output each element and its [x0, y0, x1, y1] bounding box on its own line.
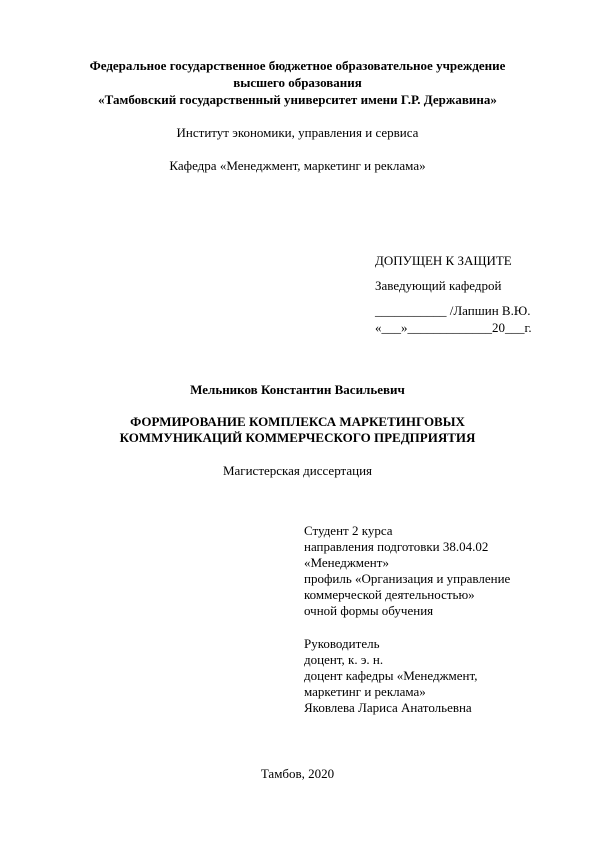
thesis-title-line-1: ФОРМИРОВАНИЕ КОМПЛЕКСА МАРКЕТИНГОВЫХ — [130, 414, 465, 429]
student-line: направления подготовки 38.04.02 — [304, 539, 489, 554]
approval-date: «___»_____________20___г. — [375, 320, 532, 335]
supervisor-line: Яковлева Лариса Анатольевна — [304, 700, 472, 715]
thesis-title-line-2: КОММУНИКАЦИЙ КОММЕРЧЕСКОГО ПРЕДПРИЯТИЯ — [119, 430, 476, 445]
header-line-1: Федеральное государственное бюджетное образовательное учреждение — [89, 58, 506, 73]
supervisor-info — [304, 636, 477, 716]
supervisor-line: маркетинг и реклама» — [304, 684, 426, 699]
student-line: профиль «Организация и управление — [304, 571, 511, 586]
header-line-3: «Тамбовский государственный университет имени Г.Р. Державина» — [98, 92, 497, 107]
student-line: коммерческой деятельностью» — [304, 587, 475, 602]
thesis-type: Магистерская диссертация — [222, 463, 373, 478]
supervisor-line: Руководитель — [304, 636, 380, 651]
supervisor-line: доцент, к. э. н. — [304, 652, 384, 667]
institute-name: Институт экономики, управления и сервиса — [176, 125, 419, 140]
student-line: «Менеджмент» — [304, 555, 389, 570]
approval-title: ДОПУЩЕН К ЗАЩИТЕ — [375, 253, 512, 268]
approval-block — [375, 252, 532, 336]
student-info — [304, 523, 510, 619]
city-year: Тамбов, 2020 — [260, 766, 335, 781]
approval-signature: ___________ /Лапшин В.Ю. — [375, 303, 531, 318]
student-line: очной формы обучения — [304, 603, 434, 618]
university-header — [0, 57, 595, 108]
header-line-2: высшего образования — [233, 75, 362, 90]
approval-role: Заведующий кафедрой — [375, 278, 502, 293]
student-line: Студент 2 курса — [304, 523, 393, 538]
author-name: Мельников Константин Васильевич — [190, 382, 405, 397]
supervisor-line: доцент кафедры «Менеджмент, — [304, 668, 478, 683]
department-name: Кафедра «Менеджмент, маркетинг и реклама» — [169, 158, 426, 173]
thesis-title — [0, 414, 595, 446]
